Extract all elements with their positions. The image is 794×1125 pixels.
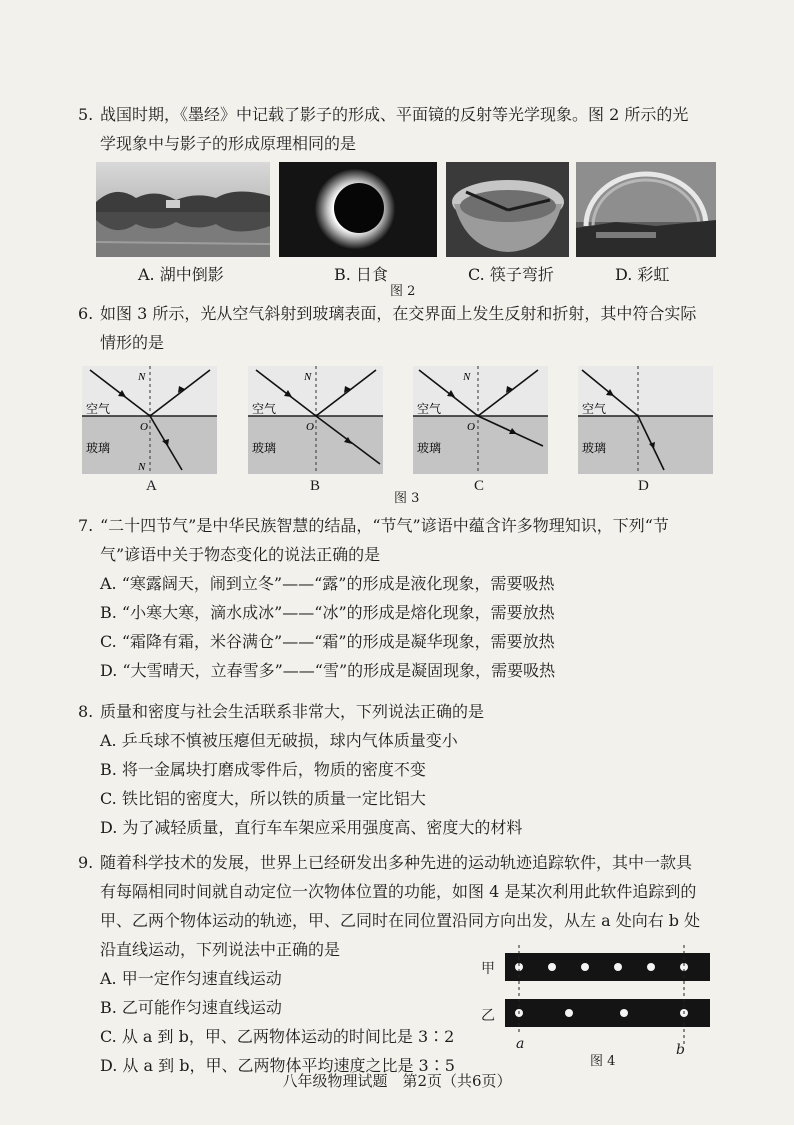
option-b: B. 将一金属块打磨成零件后，物质的密度不变 xyxy=(100,760,426,779)
refraction-diagram-c xyxy=(413,366,548,474)
question-text: 沿直线运动，下列说法中正确的是 xyxy=(100,940,341,959)
question-number: 7. xyxy=(78,516,94,535)
question-text: 有每隔相同时间就自动定位一次物体位置的功能，如图 4 是某次利用此软件追踪到的 xyxy=(100,882,697,901)
refraction-diagram-d xyxy=(578,366,713,474)
glass-label: 玻璃 xyxy=(582,441,607,455)
track-markers xyxy=(505,945,710,1045)
glass-label: 玻璃 xyxy=(86,441,111,455)
glass-label: 玻璃 xyxy=(417,441,442,455)
origin-label: O xyxy=(467,421,475,433)
figure-caption: 图 2 xyxy=(390,284,416,299)
photo-lake-reflection xyxy=(96,162,270,257)
question-text: 如图 3 所示，光从空气斜射到玻璃表面，在交界面上发生反射和折射，其中符合实际 xyxy=(100,304,697,323)
option-d: D. 从 a 到 b，甲、乙两物体平均速度之比是 3∶5 xyxy=(100,1056,455,1075)
question-number: 9. xyxy=(78,853,94,872)
air-label: 空气 xyxy=(252,402,277,416)
option-label: D. 彩虹 xyxy=(615,265,670,284)
question-5 xyxy=(78,100,728,158)
option-d: D. 为了减轻质量，直行车车架应采用强度高、密度大的材料 xyxy=(100,818,523,837)
option-label: C. 筷子弯折 xyxy=(468,265,554,284)
option-a: A. 甲一定作匀速直线运动 xyxy=(100,969,282,988)
track-label-jia: 甲 xyxy=(481,961,495,977)
question-7 xyxy=(78,511,728,685)
air-label: 空气 xyxy=(417,402,442,416)
photo-bent-chopstick xyxy=(446,162,569,257)
option-a: A. “寒露阔天，闹到立冬”——“露”的形成是液化现象，需要吸热 xyxy=(100,574,555,593)
question-number: 5. xyxy=(78,105,94,124)
option-label: B. 日食 xyxy=(334,265,388,284)
question-8 xyxy=(78,697,728,842)
glass-label: 玻璃 xyxy=(252,441,277,455)
option-a: A. 乒乓球不慎被压瘪但无破损，球内气体质量变小 xyxy=(100,731,458,750)
question-text: 战国时期，《墨经》中记载了影子的形成、平面镜的反射等光学现象。图 2 所示的光 xyxy=(100,105,689,124)
origin-label: O xyxy=(306,421,314,433)
air-label: 空气 xyxy=(582,402,607,416)
page-footer: 八年级物理试题 第2页（共6页） xyxy=(282,1072,512,1090)
diagram-label: C xyxy=(474,478,485,494)
refraction-diagram-b xyxy=(248,366,383,474)
question-number: 8. xyxy=(78,702,94,721)
air-label: 空气 xyxy=(86,402,111,416)
option-label: A. 湖中倒影 xyxy=(138,265,224,284)
normal-label: N xyxy=(304,371,312,383)
figure-caption: 图 4 xyxy=(590,1054,616,1069)
mark-b: b xyxy=(676,1042,685,1058)
figure-caption: 图 3 xyxy=(394,491,420,506)
question-text: 随着科学技术的发展，世界上已经研发出多种先进的运动轨迹追踪软件，其中一款具 xyxy=(100,853,693,872)
track-label-yi: 乙 xyxy=(481,1008,495,1024)
question-number: 6. xyxy=(78,304,94,323)
mark-a: a xyxy=(516,1036,525,1052)
diagram-label: B xyxy=(310,478,321,494)
option-c: C. 铁比铝的密度大，所以铁的质量一定比铝大 xyxy=(100,789,426,808)
normal-label: N xyxy=(138,371,146,383)
option-d: D. “大雪晴天，立春雪多”——“雪”的形成是凝固现象，需要吸热 xyxy=(100,661,556,680)
question-text: 学现象中与影子的形成原理相同的是 xyxy=(100,134,357,153)
question-text: 情形的是 xyxy=(100,333,165,352)
option-c: C. 从 a 到 b，甲、乙两物体运动的时间比是 3∶2 xyxy=(100,1027,455,1046)
figure-2-photos xyxy=(96,162,716,257)
refraction-diagram-a xyxy=(82,366,217,474)
photo-rainbow xyxy=(576,162,716,257)
question-text: 甲、乙两个物体运动的轨迹，甲、乙同时在同位置沿同方向出发，从左 a 处向右 b 处 xyxy=(100,911,701,930)
question-text: 质量和密度与社会生活联系非常大，下列说法正确的是 xyxy=(100,702,485,721)
option-b: B. 乙可能作匀速直线运动 xyxy=(100,998,282,1017)
diagram-label: D xyxy=(638,478,649,494)
origin-label: O xyxy=(140,421,148,433)
normal-label: N xyxy=(138,461,146,473)
diagram-label: A xyxy=(146,478,157,494)
photo-solar-eclipse xyxy=(279,162,437,257)
question-6 xyxy=(78,299,728,357)
normal-label: N xyxy=(463,371,471,383)
question-text: 气”谚语中关于物态变化的说法正确的是 xyxy=(100,545,381,564)
question-text: “二十四节气”是中华民族智慧的结晶，“节气”谚语中蕴含许多物理知识，下列“节 xyxy=(100,516,669,535)
option-c: C. “霜降有霜，米谷满仓”——“霜”的形成是凝华现象，需要放热 xyxy=(100,632,555,651)
option-b: B. “小寒大寒，滴水成冰”——“冰”的形成是熔化现象，需要放热 xyxy=(100,603,555,622)
